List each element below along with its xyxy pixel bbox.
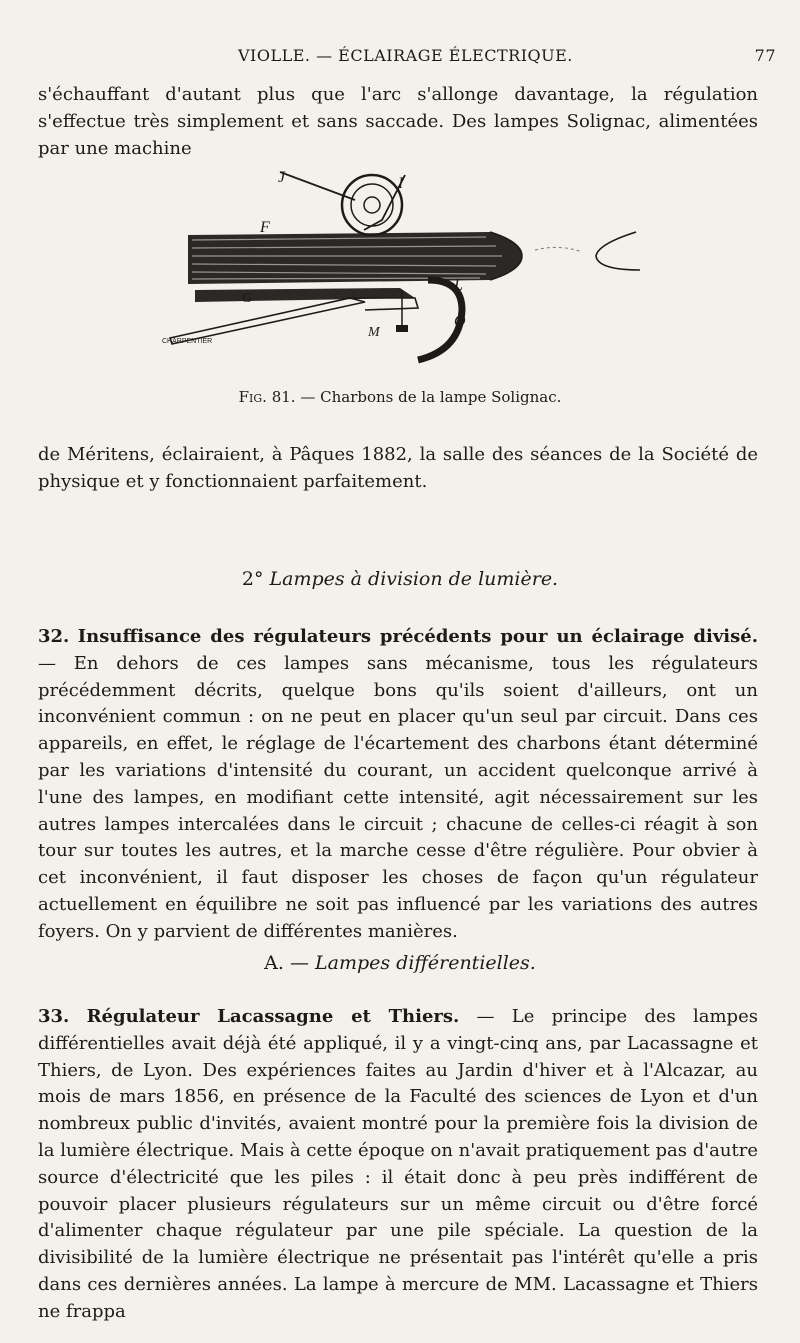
figure-number: Fig. 81. <box>238 388 296 406</box>
figure-label-j: J <box>278 169 286 186</box>
figure-label-m: M <box>368 325 380 340</box>
section-title: Lampes à division de lumière. <box>269 568 559 590</box>
section-heading-a <box>0 952 800 974</box>
running-title: VIOLLE. — ÉCLAIRAGE ÉLECTRIQUE. <box>238 46 573 65</box>
figure-81-solignac-carbons <box>150 160 650 370</box>
figure-label-l: L <box>454 277 463 294</box>
section-a-title: Lampes différentielles. <box>315 952 536 974</box>
paragraph-top: s'échauffant d'autant plus que l'arc s'allonge davantage, la régulation s'effectue très simplement et sans saccade. Des lampes Solignac, alimentées par une machine <box>38 84 758 159</box>
section-letter: A. — <box>264 952 309 974</box>
paragraph-32-text: — En dehors de ces lampes sans mécanisme, tous les régulateurs précédemment décrits, quelque bons qu'ils soient d'ailleurs, ont un inconvénient commun : on ne peut en placer qu'un seul par circuit. Dans ces appareils, en effet, le réglage de l'écartement des charbons étant déterminé par les variations d'intensité du courant, un accident quelconque arrivé à l'une des lampes, en modifiant cette intensité, agit nécessairement sur les autres lampes intercalées dans le circuit ; chacune de celles-ci réagit à son tour sur toutes les autres, et la marche cesse d'être régulière. Pour obvier à cet inconvénient, il faut disposer les choses de façon qu'un régulateur actuellement en équilibre ne soit pas influencé par les variations des autres foyers. On y parvient de différentes manières. <box>38 652 758 942</box>
section-heading-2 <box>0 568 800 590</box>
paragraph-32 <box>38 624 758 946</box>
upper-wheel-illustration <box>280 172 405 235</box>
paragraph-32-heading: Insuffisance des régulateurs précédents pour un éclairage divisé. <box>77 626 758 647</box>
lower-arm-illustration <box>170 280 462 360</box>
figure-caption-text: — Charbons de la lampe Solignac. <box>300 388 562 406</box>
figure-label-o: O <box>454 313 466 330</box>
paragraph-33 <box>38 1004 758 1326</box>
page-number: 77 <box>754 46 776 65</box>
paragraph-after-figure: de Méritens, éclairaient, à Pâques 1882, la salle des séances de la Société de physique et y fonctionnaient parfaitement. <box>38 444 758 492</box>
engraver-signature: CHARPENTIER <box>162 338 213 345</box>
paragraph-33-text: — Le principe des lampes différentielles avait déjà été appliqué, il y a vingt-cinq ans, par Lacassagne et Thiers, de Lyon. Des expériences faites au Jardin d'hiver et à l'Alcazar, au mois de mars 1856, en présence de la Faculté des sciences de Lyon et d'un nombreux public d'invités, avaient montré pour la première fois la division de la lumière électrique. Mais à cette époque on n'avait pratiquement pas d'autre source d'électricité que les piles : il était donc à peu près indifférent de pouvoir placer plusieurs régulateurs sur un même circuit ou d'être forcé d'alimenter chaque régulateur par une pile spéciale. La question de la divisibilité de la lumière électrique ne présentait pas l'intérêt qu'elle a pris dans ces dernières années. La lampe à mercure de MM. Lacassagne et Thiers ne frappa <box>38 1006 758 1322</box>
running-header <box>38 46 776 72</box>
lower-carbon-tip-illustration <box>535 232 640 270</box>
figure-caption <box>0 388 800 406</box>
paragraph-33-number: 33. <box>38 1006 70 1027</box>
figure-label-f: F <box>260 219 270 236</box>
paragraph-33-heading: Régulateur Lacassagne et Thiers. <box>86 1006 460 1027</box>
section-number: 2° <box>241 568 264 590</box>
figure-label-g: G <box>242 291 253 306</box>
figure-label-i: I <box>398 175 404 192</box>
upper-carbon-rod-illustration <box>188 232 522 284</box>
paragraph-32-number: 32. <box>38 626 70 647</box>
